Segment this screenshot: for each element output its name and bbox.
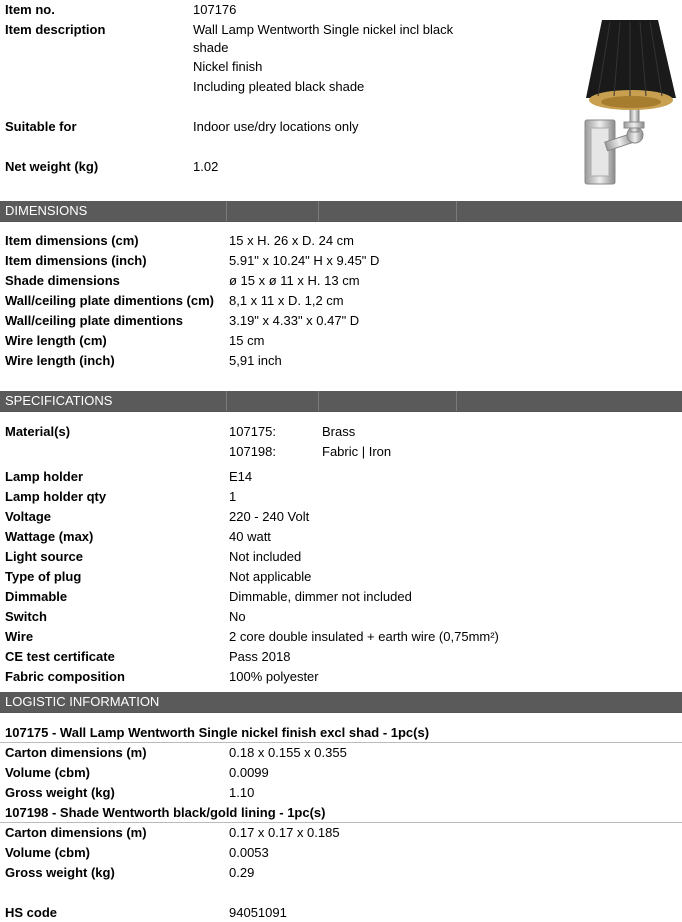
spec-row-label: Wattage (max) — [5, 529, 94, 544]
spec-row-label: Switch — [5, 609, 47, 624]
spec-row-value: 2 core double insulated + earth wire (0,75mm²) — [229, 629, 499, 644]
logistic-row-label: Carton dimensions (m) — [5, 825, 147, 840]
spec-row-value: 100% polyester — [229, 669, 319, 684]
material-value-2: Fabric | Iron — [322, 444, 392, 459]
logistic-group-2-title: 107198 - Shade Wentworth black/gold lining - 1pc(s) — [5, 805, 326, 820]
dimension-row-value: 15 cm — [229, 333, 265, 348]
net-weight-label: Net weight (kg) — [5, 159, 99, 174]
spec-row-value: Not applicable — [229, 569, 312, 584]
dimension-row-label: Wall/ceiling plate dimentions (cm) — [5, 293, 214, 308]
logistic-row-value: 0.0053 — [229, 845, 269, 860]
spec-row-value: 40 watt — [229, 529, 271, 544]
dimension-row-label: Item dimensions (inch) — [5, 253, 147, 268]
dimension-row-value: 8,1 x 11 x D. 1,2 cm — [229, 293, 344, 308]
dimension-row-label: Wire length (inch) — [5, 353, 115, 368]
spec-row-value: 220 - 240 Volt — [229, 509, 310, 524]
spec-row-label: Type of plug — [5, 569, 82, 584]
item-description-line-4: Including pleated black shade — [193, 79, 365, 94]
hs-code-value: 94051091 — [229, 905, 287, 920]
logistic-row-value: 1.10 — [229, 785, 255, 800]
logistic-section-header — [0, 692, 682, 712]
logistic-row-label: Volume (cbm) — [5, 765, 90, 780]
logistic-row-value: 0.0099 — [229, 765, 269, 780]
net-weight-value: 1.02 — [193, 159, 219, 174]
materials-label: Material(s) — [5, 424, 71, 439]
logistic-row-label: Gross weight (kg) — [5, 785, 115, 800]
spec-row-value: Dimmable, dimmer not included — [229, 589, 412, 604]
spec-row-value: 1 — [229, 489, 237, 504]
material-code-1: 107175: — [229, 424, 276, 439]
specifications-title: SPECIFICATIONS — [5, 393, 113, 408]
spec-row-value: Not included — [229, 549, 302, 564]
logistic-row-value: 0.29 — [229, 865, 255, 880]
item-description-line-3: Nickel finish — [193, 59, 263, 74]
item-description-line-2: shade — [193, 40, 229, 55]
logistic-title: LOGISTIC INFORMATION — [5, 694, 160, 709]
spec-row-value: E14 — [229, 469, 253, 484]
spec-row-label: CE test certificate — [5, 649, 115, 664]
logistic-group-1-title: 107175 - Wall Lamp Wentworth Single nickel finish excl shad - 1pc(s) — [5, 725, 430, 740]
dimension-row-value: 3.19" x 4.33" x 0.47" D — [229, 313, 360, 328]
spec-row-label: Fabric composition — [5, 669, 125, 684]
material-code-2: 107198: — [229, 444, 276, 459]
item-description-line-1: Wall Lamp Wentworth Single nickel incl black — [193, 22, 454, 37]
product-image-wall-lamp — [580, 10, 680, 188]
spec-row-value: No — [229, 609, 246, 624]
dimension-row-label: Item dimensions (cm) — [5, 233, 139, 248]
spec-row-label: Light source — [5, 549, 84, 564]
dimension-row-value: 15 x H. 26 x D. 24 cm — [229, 233, 354, 248]
item-no-label: Item no. — [5, 2, 55, 17]
logistic-row-label: Carton dimensions (m) — [5, 745, 147, 760]
logistic-row-label: Gross weight (kg) — [5, 865, 115, 880]
suitable-for-value: Indoor use/dry locations only — [193, 119, 359, 134]
dimension-row-value: ø 15 x ø 11 x H. 13 cm — [229, 273, 360, 288]
dimension-row-label: Wire length (cm) — [5, 333, 107, 348]
dimension-row-value: 5,91 inch — [229, 353, 282, 368]
suitable-for-label: Suitable for — [5, 119, 77, 134]
hs-code-label: HS code — [5, 905, 58, 920]
dimension-row-value: 5.91" x 10.24" H x 9.45" D — [229, 253, 380, 268]
dimension-row-label: Wall/ceiling plate dimentions — [5, 313, 183, 328]
spec-row-label: Wire — [5, 629, 34, 644]
logistic-row-value: 0.18 x 0.155 x 0.355 — [229, 745, 347, 760]
logistic-row-label: Volume (cbm) — [5, 845, 90, 860]
spec-row-label: Lamp holder — [5, 469, 84, 484]
dimension-row-label: Shade dimensions — [5, 273, 120, 288]
spec-row-value: Pass 2018 — [229, 649, 291, 664]
material-value-1: Brass — [322, 424, 356, 439]
spec-row-label: Voltage — [5, 509, 51, 524]
specifications-section-header — [0, 391, 682, 411]
logistic-row-value: 0.17 x 0.17 x 0.185 — [229, 825, 340, 840]
spec-row-label: Lamp holder qty — [5, 489, 107, 504]
dimensions-title: DIMENSIONS — [5, 203, 88, 218]
dimensions-section-header — [0, 201, 682, 221]
spec-row-label: Dimmable — [5, 589, 68, 604]
item-description-label: Item description — [5, 22, 106, 37]
item-no-value: 107176 — [193, 2, 237, 17]
